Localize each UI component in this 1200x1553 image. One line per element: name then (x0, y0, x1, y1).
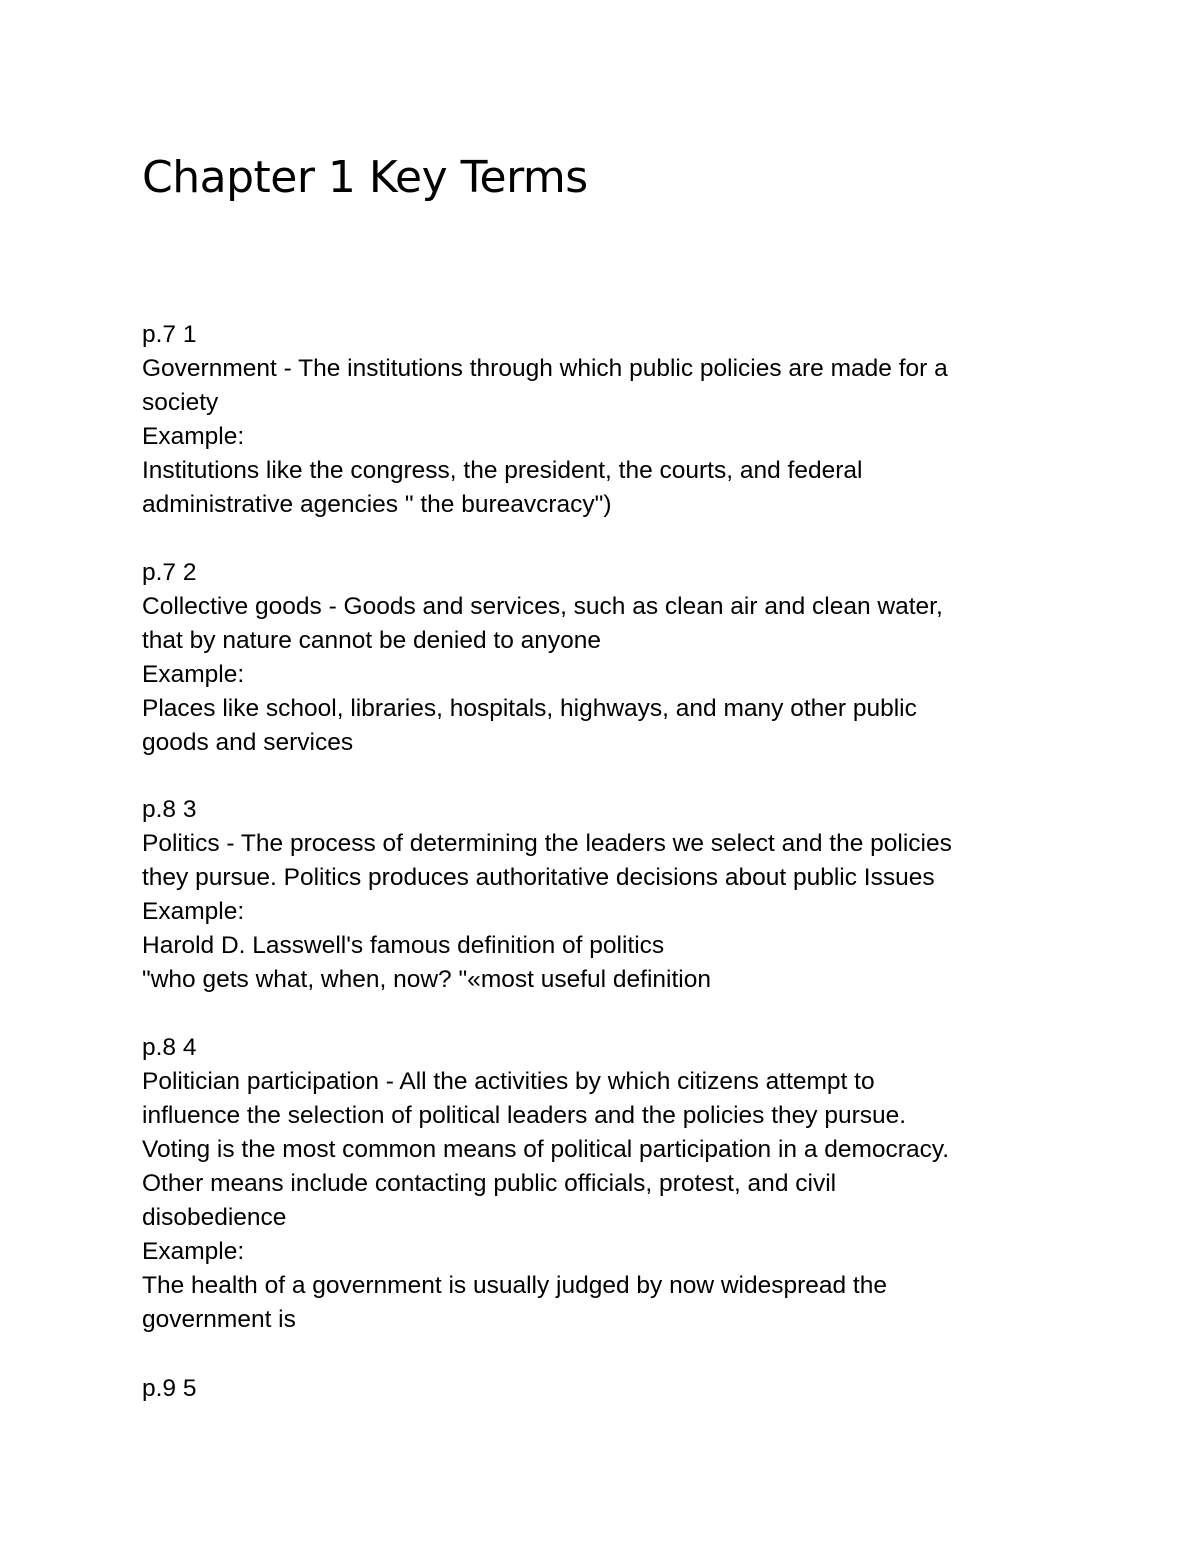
term-entry-4 (142, 1031, 1062, 1337)
term-example-line: Harold D. Lasswell's famous definition of politics (142, 932, 665, 959)
term-entry-1 (142, 318, 1062, 522)
term-definition-line: influence the selection of political leaders and the policies they pursue. (142, 1102, 907, 1129)
term-definition-line: that by nature cannot be denied to anyone (142, 627, 602, 654)
term-page-ref: p.7 1 (142, 321, 197, 348)
term-definition-line: Other means include contacting public officials, protest, and civil (142, 1170, 837, 1197)
term-example-line: The health of a government is usually judged by now widespread the (142, 1272, 887, 1299)
term-example-label: Example: (142, 1238, 245, 1265)
term-definition-line: Collective goods - Goods and services, such as clean air and clean water, (142, 593, 943, 620)
term-page-ref: p.9 5 (142, 1375, 197, 1402)
page-title: Chapter 1 Key Terms (142, 152, 588, 203)
term-example-line: Institutions like the congress, the president, the courts, and federal (142, 457, 863, 484)
term-page-ref: p.7 2 (142, 559, 197, 586)
term-definition-line: they pursue. Politics produces authoritative decisions about public Issues (142, 864, 935, 891)
term-example-label: Example: (142, 898, 245, 925)
term-definition-line: Government - The institutions through which public policies are made for a (142, 355, 948, 382)
term-definition-line: Voting is the most common means of political participation in a democracy. (142, 1136, 950, 1163)
term-entry-2 (142, 556, 1062, 760)
term-entry-5 (142, 1372, 1062, 1406)
term-definition-line: Politics - The process of determining the leaders we select and the policies (142, 830, 952, 857)
term-example-line: "who gets what, when, now? "«most useful definition (142, 966, 711, 993)
term-example-line: goods and services (142, 729, 354, 756)
term-definition-line: society (142, 389, 219, 416)
term-page-ref: p.8 4 (142, 1034, 197, 1061)
term-example-line: government is (142, 1306, 296, 1333)
term-page-ref: p.8 3 (142, 796, 197, 823)
term-example-line: administrative agencies " the bureavcracy") (142, 491, 612, 518)
term-example-line: Places like school, libraries, hospitals, highways, and many other public (142, 695, 917, 722)
term-definition-line: disobedience (142, 1204, 287, 1231)
term-entry-3 (142, 793, 1062, 997)
term-example-label: Example: (142, 661, 245, 688)
term-example-label: Example: (142, 423, 245, 450)
term-definition-line: Politician participation - All the activities by which citizens attempt to (142, 1068, 875, 1095)
